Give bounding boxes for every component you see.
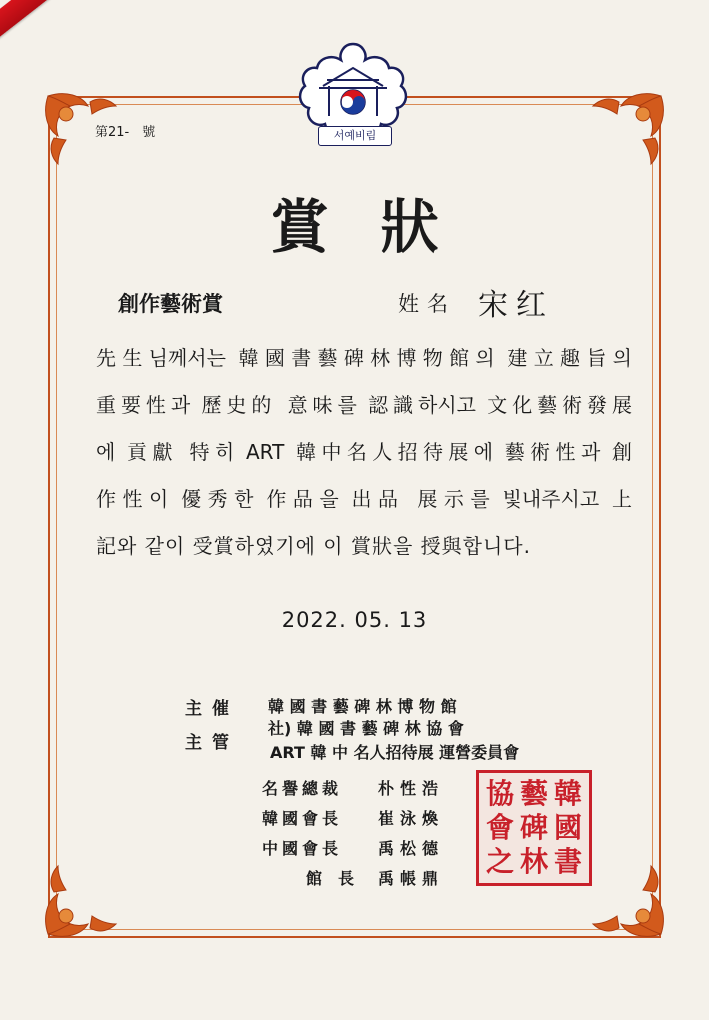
emblem-label: 서예비림	[318, 126, 392, 146]
official-name: 崔泳煥	[378, 809, 445, 828]
seal-char: 協	[485, 777, 514, 810]
body-line: 에 貢獻 特히 ART 韓中名人招待展에 藝術性과 創	[96, 440, 632, 464]
recipient-name: 宋红	[478, 288, 554, 323]
award-name: 創作藝術賞	[118, 291, 223, 316]
certificate-title: 賞狀	[270, 193, 491, 261]
name-label: 姓名	[398, 292, 456, 316]
body-line: 作性이 優秀한 作品을 出品 展示를 빛내주시고 上	[96, 487, 632, 511]
host-value: 韓 國 書 藝 碑 林 博 物 館	[268, 697, 457, 716]
official-name: 朴性浩	[378, 779, 445, 798]
seal-char: 韓	[553, 777, 582, 810]
red-seal-stamp	[476, 770, 592, 886]
body-line: 記와 같이 受賞하였기에 이 賞狀을 授與합니다.	[96, 534, 531, 558]
body-line: 先生님께서는 韓國書藝碑林博物館의 建立趣旨의	[96, 346, 632, 370]
seal-char: 會	[485, 811, 514, 844]
issue-date: 2022. 05. 13	[281, 608, 428, 632]
official-title: 韓國會長	[262, 809, 343, 828]
manage-value: 社) 韓 國 書 藝 碑 林 協 會	[268, 719, 464, 738]
manage-value-committee: ART 韓 中 名人招待展 運營委員會	[270, 743, 520, 762]
corner-ornament-bottom-left	[36, 856, 126, 946]
official-title: 名譽總裁	[262, 779, 343, 798]
official-name: 禹帳鼎	[378, 869, 445, 888]
official-title: 館長	[306, 869, 371, 888]
seal-char: 書	[553, 845, 582, 878]
corner-ornament-bottom-right	[583, 856, 673, 946]
seal-char: 之	[485, 845, 514, 878]
seal-char: 碑	[519, 811, 548, 844]
official-title: 中國會長	[262, 839, 343, 858]
body-line: 重要性과 歷史的 意味를 認識하시고 文化藝術發展	[96, 393, 632, 417]
red-ribbon	[0, 0, 178, 57]
seal-char: 藝	[519, 777, 548, 810]
manage-label: 主管	[185, 733, 239, 753]
corner-ornament-top-right	[583, 84, 673, 174]
seal-char: 國	[553, 811, 582, 844]
host-label: 主催	[185, 699, 239, 719]
official-name: 禹松德	[378, 839, 445, 858]
document-number: 第21- 號	[95, 125, 156, 140]
seal-char: 林	[519, 845, 548, 878]
